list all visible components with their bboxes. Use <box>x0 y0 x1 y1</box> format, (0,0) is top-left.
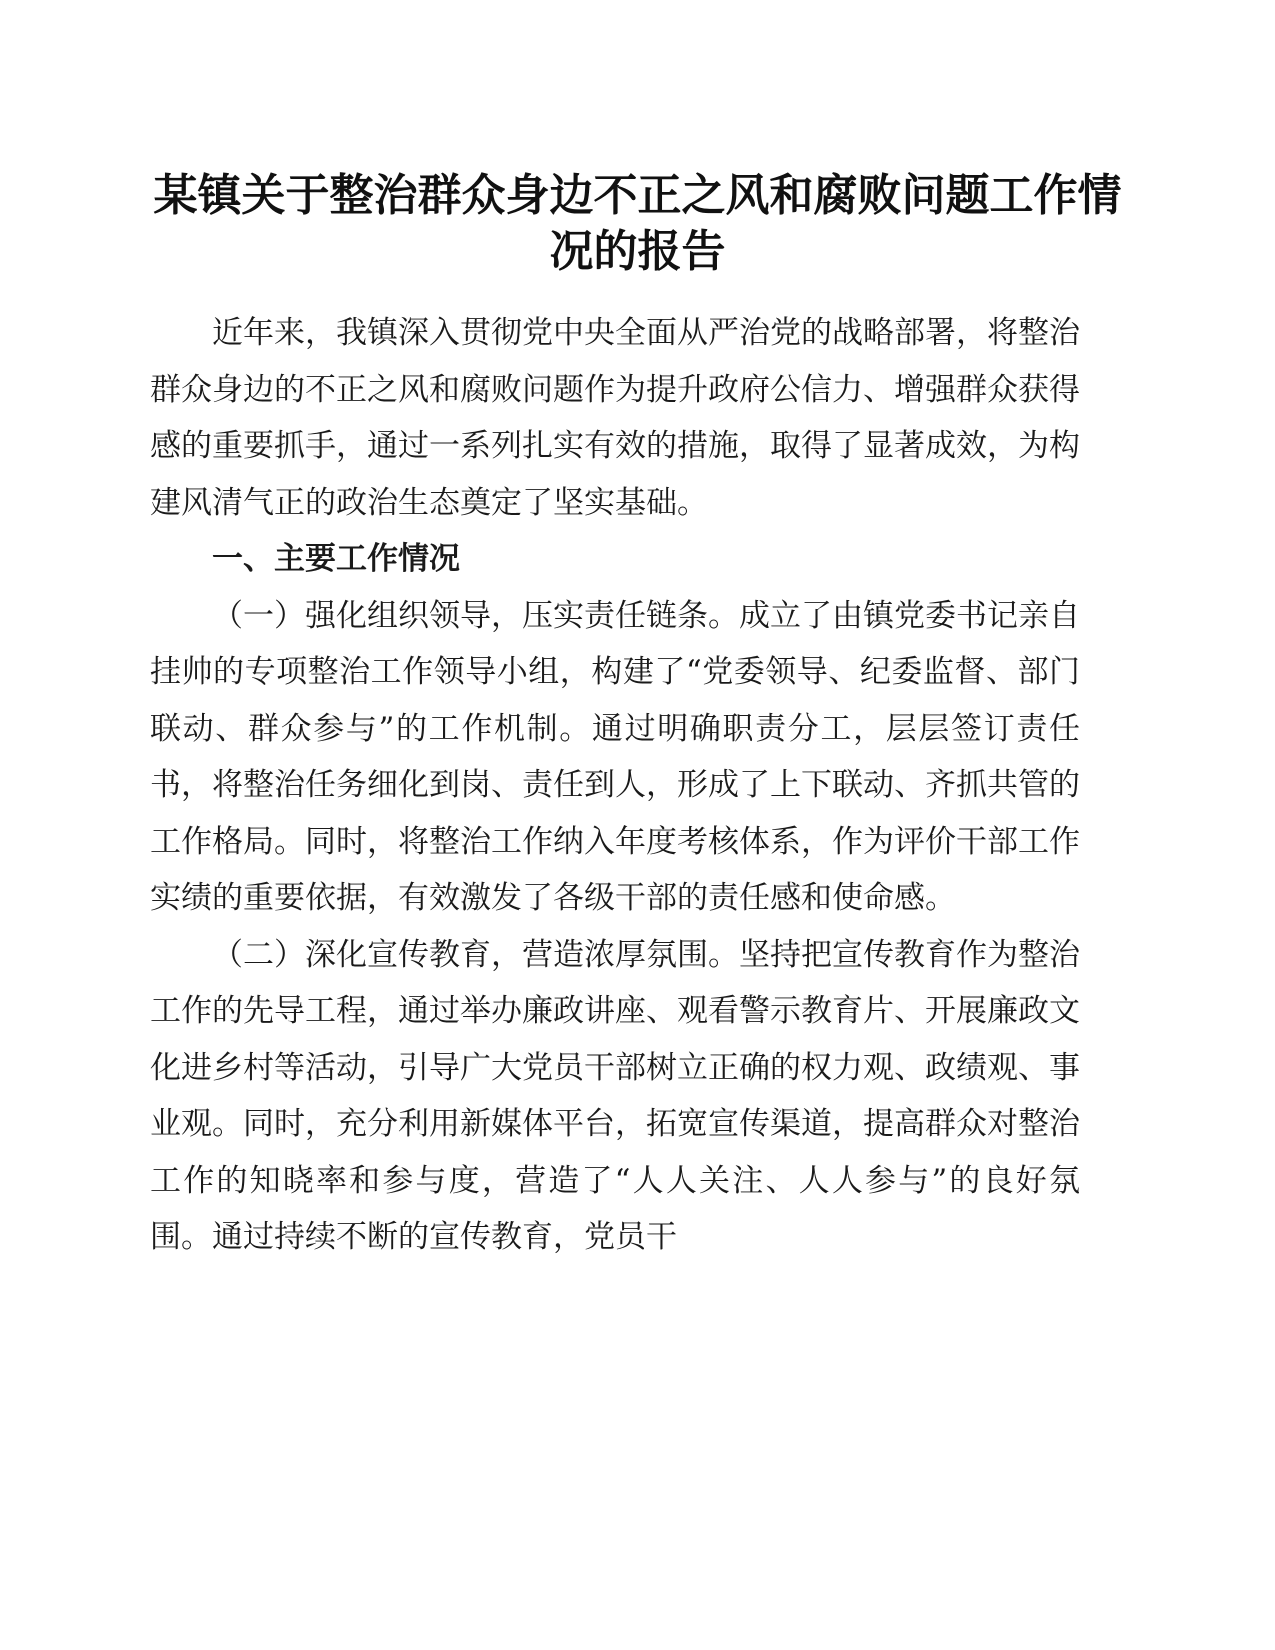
intro-paragraph: 近年来，我镇深入贯彻党中央全面从严治党的战略部署，将整治群众身边的不正之风和腐败问题作为提升政府公信力、增强群众获得感的重要抓手，通过一系列扎实有效的措施，取得了显著成效，为构建风清气正的政治生态奠定了坚实基础。 <box>150 315 1080 521</box>
subsection-paragraph-2: （二）深化宣传教育，营造浓厚氛围。坚持把宣传教育作为整治工作的先导工程，通过举办廉政讲座、观看警示教育片、开展廉政文化进乡村等活动，引导广大党员干部树立正确的权力观、政绩观、事业观。同时，充分利用新媒体平台，拓宽宣传渠道，提高群众对整治工作的知晓率和参与度，营造了“人人关注、人人参与”的良好氛围。通过持续不断的宣传教育，党员干 <box>150 936 1080 1255</box>
document-body <box>150 305 1080 1266</box>
subsection-paragraph-1: （一）强化组织领导，压实责任链条。成立了由镇党委书记亲自挂帅的专项整治工作领导小组，构建了“党委领导、纪委监督、部门联动、群众参与”的工作机制。通过明确职责分工，层层签订责任书，将整治任务细化到岗、责任到人，形成了上下联动、齐抓共管的工作格局。同时，将整治工作纳入年度考核体系，作为评价干部工作实绩的重要依据，有效激发了各级干部的责任感和使命感。 <box>150 597 1080 916</box>
document-title: 某镇关于整治群众身边不正之风和腐败问题工作情况的报告 <box>153 170 1122 277</box>
section-heading: 一、主要工作情况 <box>212 541 460 577</box>
